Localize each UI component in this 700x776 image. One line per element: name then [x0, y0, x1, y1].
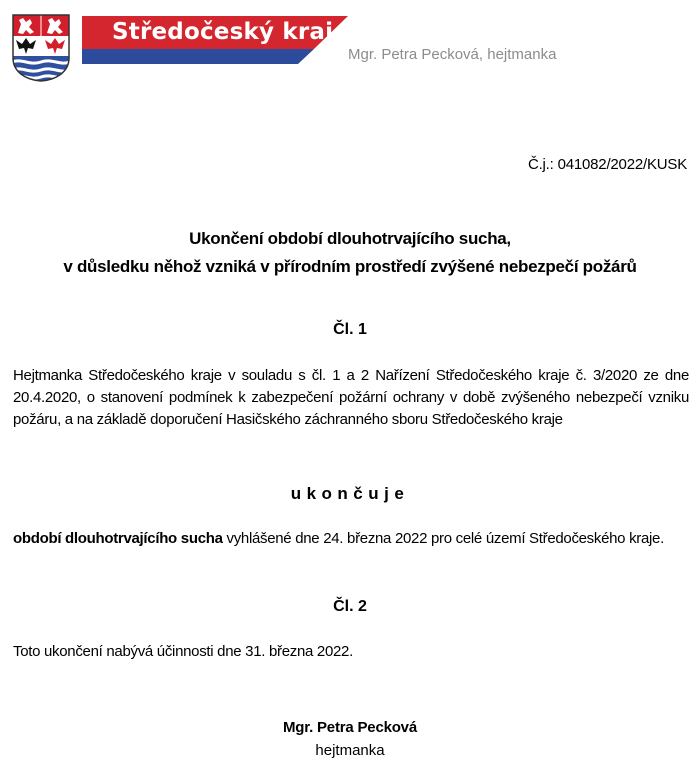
reference-number: Č.j.: 041082/2022/KUSK — [527, 156, 687, 173]
article-1-text: Hejtmanka Středočeského kraje v souladu s čl. 1 a 2 Nařízení Středočeského kraje č. 3/2020 ze dne 20.4.2020, o stanovení podmínek k zabezpečení požární ochrany v době zvýšeného nebezpečí vzniku požáru, a na základě doporučení Hasičského záchranného sboru Středočeského kraje — [13, 367, 689, 428]
article-2-text: Toto ukončení nabývá účinnosti dne 31. března 2022. — [13, 643, 353, 660]
decision-verb: ukončuje — [290, 484, 410, 503]
document-title — [0, 225, 700, 281]
declaration-subject: období dlouhotrvajícího sucha — [13, 530, 223, 547]
signature-name: Mgr. Petra Pecková — [283, 719, 417, 736]
declaration-text — [13, 530, 664, 547]
document-title-line-1: Ukončení období dlouhotrvajícího sucha, — [189, 229, 511, 248]
article-2-heading: Čl. 2 — [333, 598, 367, 615]
document-title-line-2: v důsledku něhož vzniká v přírodním prostředí zvýšené nebezpečí požárů — [63, 257, 637, 276]
official-name: Mgr. Petra Pecková, hejtmanka — [348, 46, 557, 63]
signature-role: hejtmanka — [315, 742, 385, 759]
article-1-heading: Čl. 1 — [333, 321, 367, 338]
coat-of-arms-icon — [12, 14, 70, 82]
region-name: Středočeský kraj — [112, 19, 334, 45]
declaration-rest: vyhlášené dne 24. března 2022 pro celé území Středočeského kraje. — [222, 530, 664, 547]
